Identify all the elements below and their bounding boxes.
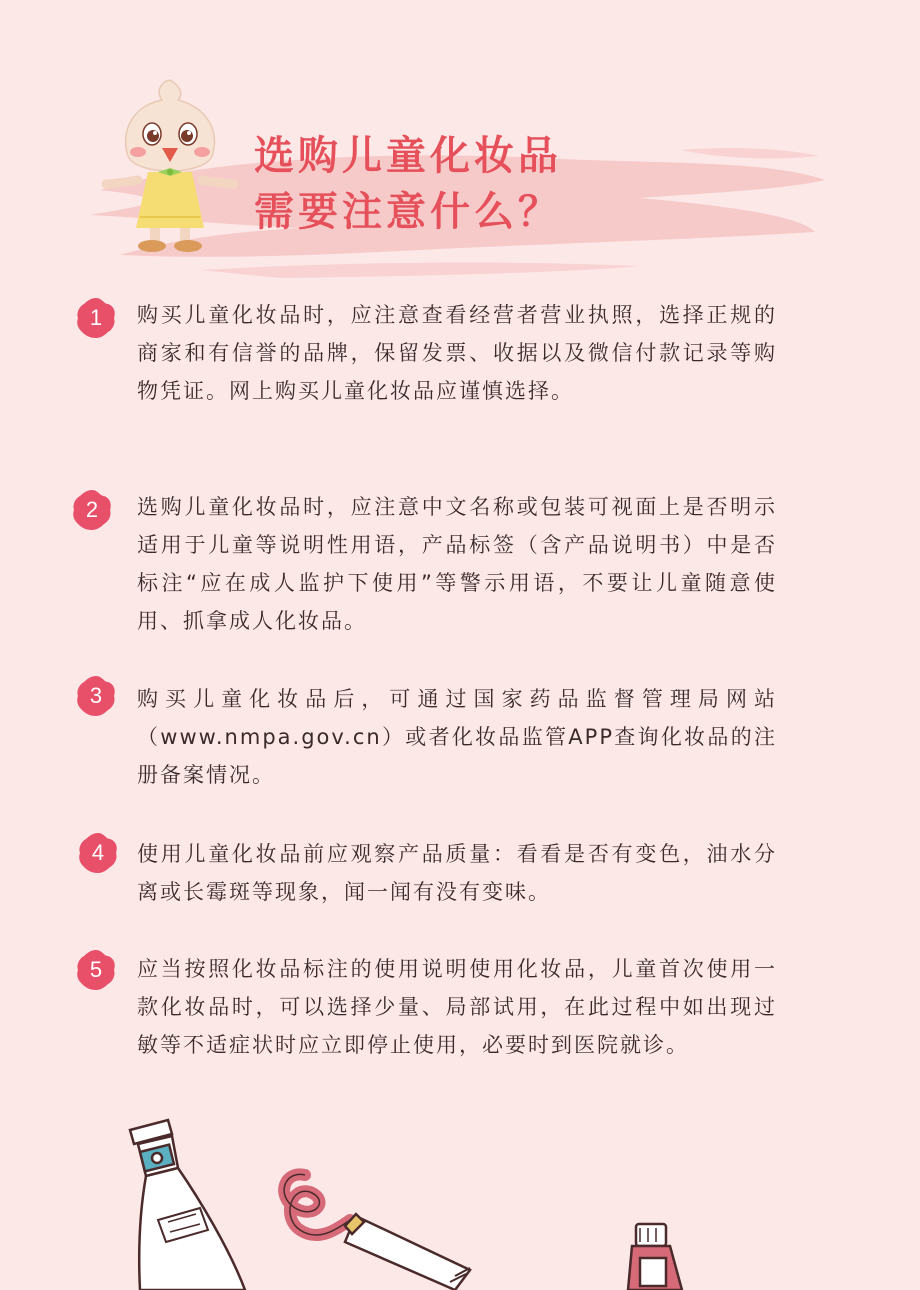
tip-text: 购买儿童化妆品后，可通过国家药品监督管理局网站（www.nmpa.gov.cn）或者化妆品监管APP查询化妆品的注册备案情况。	[137, 687, 777, 787]
tip-text: 应当按照化妆品标注的使用说明使用化妆品，儿童首次使用一款化妆品时，可以选择少量、局部试用，在此过程中如出现过敏等不适症状时应立即停止使用，必要时到医院就诊。	[137, 957, 777, 1057]
badge-number: 4	[91, 840, 105, 865]
cosmetics-illustration-icon	[0, 1100, 920, 1290]
page-title	[254, 128, 562, 240]
chick-mascot-icon	[100, 72, 240, 262]
badge-number: 2	[85, 497, 99, 522]
number-badge-4	[76, 831, 120, 875]
number-badge-5	[74, 948, 118, 992]
badge-number: 5	[89, 957, 103, 982]
tip-text: 购买儿童化妆品时，应注意查看经营者营业执照，选择正规的商家和有信誉的品牌，保留发票、收据以及微信付款记录等购物凭证。网上购买儿童化妆品应谨慎选择。	[137, 303, 777, 403]
tip-text: 使用儿童化妆品前应观察产品质量：看看是否有变色，油水分离或长霉斑等现象，闻一闻有没有变味。	[137, 842, 777, 904]
title-line-2: 需要注意什么？	[254, 189, 562, 235]
badge-number: 3	[89, 683, 103, 708]
number-badge-3	[74, 674, 118, 718]
tip-text: 选购儿童化妆品时，应注意中文名称或包装可视面上是否明示适用于儿童等说明性用语，产品标签（含产品说明书）中是否标注“应在成人监护下使用”等警示用语，不要让儿童随意使用、抓拿成人化妆品。	[137, 495, 777, 633]
title-line-1: 选购儿童化妆品	[254, 133, 562, 179]
number-badge-1	[74, 296, 118, 340]
badge-number: 1	[89, 305, 103, 330]
number-badge-2	[70, 488, 114, 532]
